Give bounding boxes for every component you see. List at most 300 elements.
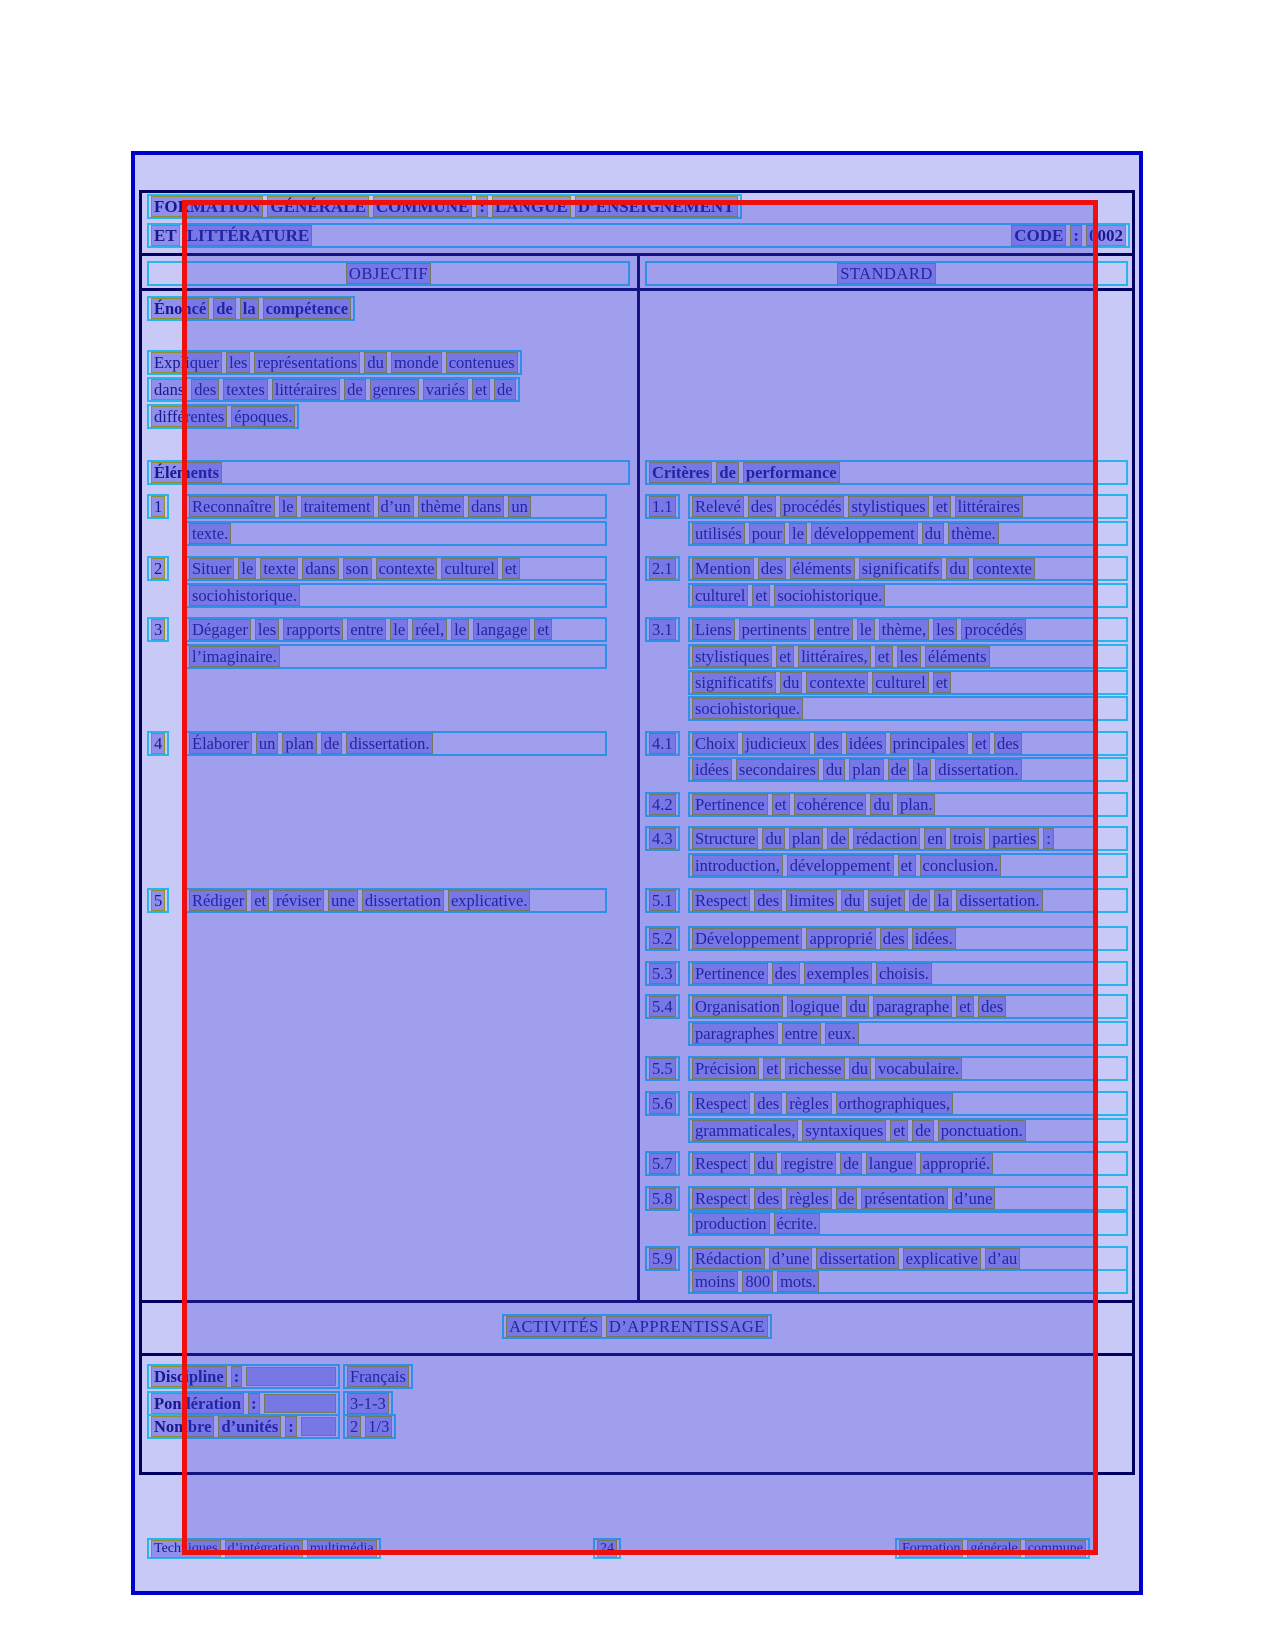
word-highlight: Respect <box>695 1094 748 1113</box>
element-4-num <box>147 731 169 756</box>
critere-5.2-line-1 <box>688 926 1128 951</box>
word-highlight: en <box>927 829 943 848</box>
word-highlight: 3-1-3 <box>350 1394 386 1413</box>
word-highlight: Organisation <box>695 997 780 1016</box>
word-highlight: des <box>816 734 839 753</box>
word-highlight: 800 <box>745 1272 771 1291</box>
word-highlight: dans <box>471 497 502 516</box>
table-column-divider <box>637 253 640 1300</box>
word-highlight: Pondération <box>154 1394 242 1413</box>
critere-5.5-line-1 <box>688 1056 1128 1081</box>
word-highlight: Choix <box>695 734 736 753</box>
word-highlight: ACTIVITÉS <box>509 1317 599 1336</box>
word-highlight: moins <box>695 1272 736 1291</box>
word-highlight: dissertation. <box>349 734 430 753</box>
enonce-heading-text <box>152 299 350 318</box>
critere-3.1-line-2 <box>688 644 1128 669</box>
word-highlight: dissertation <box>819 1249 896 1268</box>
word-highlight: secondaires <box>738 760 816 779</box>
word-highlight: 4.1 <box>652 734 673 753</box>
critere-5.8-line-1 <box>688 1186 1128 1211</box>
word-highlight: de <box>830 829 846 848</box>
word-highlight: réviser <box>276 891 322 910</box>
word-highlight: développement <box>813 524 915 543</box>
word-highlight: d’un <box>380 497 411 516</box>
field-unites-label <box>147 1414 340 1439</box>
word-highlight: Discipline <box>154 1367 224 1386</box>
word-highlight: 5.3 <box>652 964 673 983</box>
word-highlight: littéraires, <box>801 647 868 666</box>
word-highlight: paragraphe <box>875 997 950 1016</box>
word-highlight: D’APPRENTISSAGE <box>608 1317 765 1336</box>
word-highlight: LITTÉRATURE <box>186 226 310 245</box>
footer-page-number <box>593 1538 621 1559</box>
word-highlight: stylistiques <box>695 647 770 666</box>
element-4-line-1 <box>185 731 607 756</box>
word-highlight: des <box>194 380 217 399</box>
word-highlight: thème, <box>881 620 927 639</box>
word-highlight: Critères <box>652 463 710 482</box>
word-highlight: parties <box>992 829 1037 848</box>
word-highlight: FORMATION <box>154 197 261 216</box>
word-highlight: CODE <box>1014 226 1064 245</box>
word-highlight: et <box>504 559 517 578</box>
word-highlight: STANDARD <box>840 264 933 283</box>
word-highlight: : <box>233 1367 240 1386</box>
word-highlight: et <box>975 734 987 753</box>
word-highlight: Techniques <box>154 1540 218 1556</box>
word-highlight: introduction, <box>695 856 780 875</box>
critere-2.1-num <box>645 556 680 581</box>
word-highlight: éléments <box>792 559 852 578</box>
word-highlight: Développement <box>695 929 800 948</box>
word-highlight: contexte <box>378 559 435 578</box>
word-highlight: et <box>935 673 948 692</box>
word-highlight: Reconnaître <box>192 497 272 516</box>
word-highlight: textes <box>226 380 265 399</box>
word-highlight: langue <box>868 1154 913 1173</box>
word-highlight: le <box>393 620 406 639</box>
activites-row <box>139 1314 1135 1339</box>
table-border-below-body <box>139 1300 1135 1303</box>
elements-heading <box>147 460 630 485</box>
word-highlight: 3 <box>154 620 163 639</box>
word-highlight: Pertinence <box>695 795 765 814</box>
word-highlight: du <box>924 524 942 543</box>
word-highlight: : <box>251 1394 257 1413</box>
word-highlight: COMMUNE <box>375 197 470 216</box>
element-5-line-1 <box>185 888 607 913</box>
col-header-standard-text <box>838 264 935 283</box>
word-highlight: 5.6 <box>652 1094 673 1113</box>
critere-5.9-line-2 <box>688 1269 1128 1294</box>
word-highlight: genres <box>372 380 416 399</box>
word-highlight: traitement <box>303 497 371 516</box>
word-highlight: Liens <box>695 620 732 639</box>
field-discipline-label <box>147 1364 340 1389</box>
word-highlight: production <box>695 1214 767 1233</box>
word-highlight: D’ENSEIGNEMENT <box>577 197 735 216</box>
word-highlight: les <box>257 620 277 639</box>
word-highlight: approprié <box>809 929 873 948</box>
critere-1.1-num <box>645 494 680 519</box>
word-highlight: d’intégration <box>227 1540 300 1556</box>
word-highlight: et <box>254 891 267 910</box>
critere-4.3-num <box>645 826 680 851</box>
word-highlight: Français <box>350 1367 406 1386</box>
element-5-num <box>147 888 169 913</box>
word-highlight: et <box>755 586 768 605</box>
word-highlight: Mention <box>695 559 751 578</box>
word-highlight: limites <box>789 891 835 910</box>
word-highlight: de <box>323 734 340 753</box>
word-highlight: plan <box>852 760 881 779</box>
footer-right <box>895 1538 1090 1559</box>
word-highlight: des <box>757 1094 780 1113</box>
critere-5.1-num <box>645 888 680 913</box>
critere-3.1-num <box>645 617 680 642</box>
word-highlight: ponctuation. <box>940 1121 1023 1140</box>
word-highlight: sujet <box>870 891 902 910</box>
table-border-left <box>139 190 142 1475</box>
word-highlight: des <box>882 929 905 948</box>
critere-5.9-num <box>645 1246 680 1271</box>
word-highlight: du <box>844 891 861 910</box>
word-highlight: un <box>511 497 528 516</box>
field-ponderation-label <box>147 1391 340 1416</box>
word-highlight: écrite. <box>776 1214 818 1233</box>
word-highlight: stylistiques <box>851 497 926 516</box>
word-highlight: réel, <box>415 620 445 639</box>
word-highlight: et <box>959 997 972 1016</box>
word-highlight: des <box>757 891 780 910</box>
title-line-2 <box>147 223 1130 248</box>
word-highlight: procédés <box>782 497 842 516</box>
word-highlight: éléments <box>927 647 987 666</box>
critere-5.6-num <box>645 1091 680 1116</box>
word-highlight: et <box>877 647 890 666</box>
word-highlight: de <box>843 1154 859 1173</box>
footer-left <box>147 1538 381 1559</box>
critere-3.1-line-4 <box>688 696 1128 721</box>
word-highlight: texte. <box>192 524 229 543</box>
critere-5.4-line-1 <box>688 994 1128 1019</box>
word-highlight: plan <box>285 734 314 753</box>
word-highlight: 0002 <box>1089 226 1123 245</box>
word-highlight: des <box>757 1189 780 1208</box>
word-highlight: principales <box>892 734 966 753</box>
word-highlight <box>247 1368 335 1385</box>
word-highlight: multimédia <box>309 1540 374 1556</box>
critere-5.3-num <box>645 961 680 986</box>
word-highlight: du <box>851 1059 868 1078</box>
table-border-bottom <box>139 1472 1135 1475</box>
word-highlight: plan. <box>899 795 933 814</box>
critere-1.1-line-1 <box>688 494 1128 519</box>
word-highlight: d’au <box>987 1249 1018 1268</box>
word-highlight: contexte <box>809 673 866 692</box>
word-highlight: du <box>849 997 866 1016</box>
word-highlight: générale <box>970 1540 1018 1556</box>
word-highlight: et <box>779 647 792 666</box>
word-highlight: entre <box>784 1024 818 1043</box>
title-line-1-text <box>152 197 737 216</box>
critere-3.1-line-1 <box>688 617 1128 642</box>
word-highlight: Respect <box>695 1154 748 1173</box>
word-highlight: son <box>345 559 369 578</box>
critere-2.1-line-2 <box>688 583 1128 608</box>
word-highlight: époques. <box>234 407 293 426</box>
word-highlight: du <box>873 795 890 814</box>
word-highlight <box>302 1418 335 1435</box>
word-highlight: exemples <box>806 964 869 983</box>
word-highlight: 2 <box>350 1417 359 1436</box>
word-highlight: Relevé <box>695 497 741 516</box>
word-highlight: l’imaginaire. <box>192 647 277 666</box>
word-highlight: de <box>890 760 907 779</box>
critere-4.1-line-2 <box>688 757 1128 782</box>
word-highlight: Éléments <box>154 463 220 482</box>
word-highlight: de <box>497 380 513 399</box>
element-2-line-1 <box>185 556 607 581</box>
word-highlight: 5.4 <box>652 997 673 1016</box>
word-highlight: de <box>719 463 736 482</box>
word-highlight: thème <box>420 497 462 516</box>
word-highlight: explicative. <box>450 891 528 910</box>
word-highlight: : <box>1073 226 1079 245</box>
word-highlight: trois <box>952 829 983 848</box>
critere-4.1-num <box>645 731 680 756</box>
word-highlight: syntaxiques <box>805 1121 884 1140</box>
table-border-top <box>139 190 1135 193</box>
word-highlight: Rédiger <box>192 891 245 910</box>
word-highlight <box>265 1395 335 1412</box>
word-highlight: procédés <box>964 620 1024 639</box>
word-highlight: Dégager <box>192 620 248 639</box>
word-highlight: 3.1 <box>652 620 673 639</box>
critere-5.9-line-1 <box>688 1246 1128 1271</box>
word-highlight: sociohistorique. <box>695 699 800 718</box>
word-highlight: des <box>750 497 773 516</box>
word-highlight: Expliquer <box>154 353 220 372</box>
col-header-standard <box>645 261 1128 286</box>
critere-5.7-num <box>645 1151 680 1176</box>
enonce-heading <box>147 296 355 321</box>
word-highlight: entre <box>816 620 850 639</box>
critere-5.7-line-1 <box>688 1151 1128 1176</box>
word-highlight: approprié. <box>922 1154 991 1173</box>
critere-5.8-num <box>645 1186 680 1211</box>
word-highlight: 2 <box>154 559 163 578</box>
word-highlight: dissertation. <box>938 760 1019 779</box>
word-highlight: de <box>915 1121 931 1140</box>
word-highlight: : <box>479 197 485 216</box>
word-highlight: OBJECTIF <box>348 264 429 283</box>
word-highlight: des <box>760 559 783 578</box>
word-highlight: 4.2 <box>652 795 673 814</box>
word-highlight: un <box>258 734 276 753</box>
word-highlight: 5.2 <box>652 929 673 948</box>
criteres-heading <box>645 460 1128 485</box>
word-highlight: idées <box>848 734 883 753</box>
critere-3.1-line-3 <box>688 670 1128 695</box>
word-highlight: Situer <box>192 559 232 578</box>
title-line-1 <box>147 194 742 219</box>
word-highlight: dans <box>305 559 336 578</box>
word-highlight: culturel <box>695 586 746 605</box>
word-highlight: de <box>216 299 233 318</box>
field-ponderation-value <box>343 1391 393 1416</box>
word-highlight: et <box>537 620 550 639</box>
document-code <box>1012 226 1125 245</box>
word-highlight: la <box>937 891 950 910</box>
word-highlight: compétence <box>265 299 349 318</box>
word-highlight: eux. <box>827 1024 856 1043</box>
word-highlight: culturel <box>875 673 926 692</box>
word-highlight: 1.1 <box>652 497 673 516</box>
word-highlight: 5.7 <box>652 1154 673 1173</box>
word-highlight: de <box>911 891 928 910</box>
word-highlight: sociohistorique. <box>192 586 297 605</box>
word-highlight: le <box>454 620 466 639</box>
word-highlight: dissertation <box>364 891 441 910</box>
col-header-objectif <box>147 261 630 286</box>
word-highlight: le <box>859 620 872 639</box>
critere-5.3-line-1 <box>688 961 1128 986</box>
word-highlight: règles <box>789 1189 829 1208</box>
title-line-2-text <box>152 226 311 245</box>
word-highlight: développement <box>789 856 891 875</box>
word-highlight: représentations <box>257 353 358 372</box>
word-highlight: 4 <box>154 734 163 753</box>
element-1-line-1 <box>185 494 607 519</box>
critere-4.3-line-1 <box>688 826 1128 851</box>
element-1-line-2 <box>185 521 607 546</box>
word-highlight: du <box>757 1154 774 1173</box>
word-highlight: 5.8 <box>652 1189 673 1208</box>
word-highlight: les <box>229 353 248 372</box>
word-highlight: contenues <box>448 353 515 372</box>
critere-5.4-num <box>645 994 680 1019</box>
word-highlight: littéraires <box>274 380 338 399</box>
critere-1.1-line-2 <box>688 521 1128 546</box>
critere-5.8-line-2 <box>688 1211 1128 1236</box>
word-highlight: des <box>996 734 1019 753</box>
word-highlight: idées <box>695 760 729 779</box>
word-highlight: commune <box>1027 1540 1083 1556</box>
word-highlight: et <box>475 380 488 399</box>
word-highlight: Rédaction <box>695 1249 762 1268</box>
word-highlight: choisis. <box>878 964 929 983</box>
word-highlight: culturel <box>444 559 495 578</box>
critere-5.1-line-1 <box>688 888 1128 913</box>
word-highlight: pertinents <box>741 620 807 639</box>
element-2-num <box>147 556 169 581</box>
word-highlight: littéraires <box>957 497 1020 516</box>
col-header-objectif-text <box>347 264 430 283</box>
word-highlight: 2.1 <box>652 559 673 578</box>
word-highlight: Précision <box>695 1059 757 1078</box>
word-highlight: 5.9 <box>652 1249 673 1268</box>
word-highlight: langage <box>476 620 528 639</box>
word-highlight: Pertinence <box>695 964 765 983</box>
word-highlight: 5 <box>154 891 163 910</box>
element-3-num <box>147 617 169 642</box>
element-3-line-1 <box>185 617 607 642</box>
word-highlight: contexte <box>975 559 1032 578</box>
word-highlight: et <box>766 1059 779 1078</box>
word-highlight: registre <box>783 1154 834 1173</box>
word-highlight: Structure <box>695 829 756 848</box>
critere-5.6-line-1 <box>688 1091 1128 1116</box>
word-highlight: Élaborer <box>192 734 249 753</box>
word-highlight: du <box>367 353 384 372</box>
word-highlight: Respect <box>695 1189 748 1208</box>
word-highlight: une <box>331 891 355 910</box>
word-highlight: rapports <box>286 620 341 639</box>
field-discipline-value <box>343 1364 413 1389</box>
word-highlight: présentation <box>864 1189 945 1208</box>
word-highlight: grammaticales, <box>695 1121 796 1140</box>
word-highlight: le <box>241 559 254 578</box>
word-highlight: et <box>935 497 948 516</box>
word-highlight: significatifs <box>695 673 773 692</box>
word-highlight: le <box>281 497 294 516</box>
word-highlight: : <box>1046 829 1051 848</box>
word-highlight: les <box>936 620 955 639</box>
element-1-num <box>147 494 169 519</box>
word-highlight: du <box>949 559 966 578</box>
word-highlight: d’une <box>954 1189 993 1208</box>
word-highlight: 1/3 <box>368 1417 390 1436</box>
word-highlight: et <box>893 1121 906 1140</box>
word-highlight: Nombre <box>154 1417 212 1436</box>
word-highlight: texte <box>263 559 296 578</box>
word-highlight: du <box>765 829 782 848</box>
word-highlight: cohérence <box>796 795 864 814</box>
word-highlight: d’une <box>771 1249 810 1268</box>
critere-5.2-num <box>645 926 680 951</box>
critere-4.1-line-1 <box>688 731 1128 756</box>
word-highlight: explicative <box>905 1249 978 1268</box>
word-highlight: sociohistorique. <box>777 586 883 605</box>
word-highlight: des <box>981 997 1004 1016</box>
word-highlight: règles <box>789 1094 829 1113</box>
word-highlight: judicieux <box>745 734 807 753</box>
table-border-below-activites <box>139 1353 1135 1356</box>
word-highlight: la <box>916 760 929 779</box>
enonce-line-3 <box>147 404 299 429</box>
word-highlight: plan <box>791 829 821 848</box>
word-highlight: et <box>774 795 787 814</box>
word-highlight: conclusion. <box>922 856 999 875</box>
word-highlight: 5.5 <box>652 1059 673 1078</box>
word-highlight: variés <box>425 380 466 399</box>
element-2-line-2 <box>185 583 607 608</box>
word-highlight: pour <box>751 524 783 543</box>
word-highlight: d’unités <box>221 1417 279 1436</box>
word-highlight: du <box>825 760 843 779</box>
element-3-line-2 <box>185 644 607 669</box>
word-highlight: thème. <box>951 524 996 543</box>
word-highlight: monde <box>393 353 439 372</box>
word-highlight: idées. <box>914 929 953 948</box>
word-highlight: Formation <box>902 1540 961 1556</box>
word-highlight: dissertation. <box>959 891 1040 910</box>
critere-5.4-line-2 <box>688 1021 1128 1046</box>
word-highlight: du <box>782 673 800 692</box>
word-highlight: des <box>774 964 797 983</box>
